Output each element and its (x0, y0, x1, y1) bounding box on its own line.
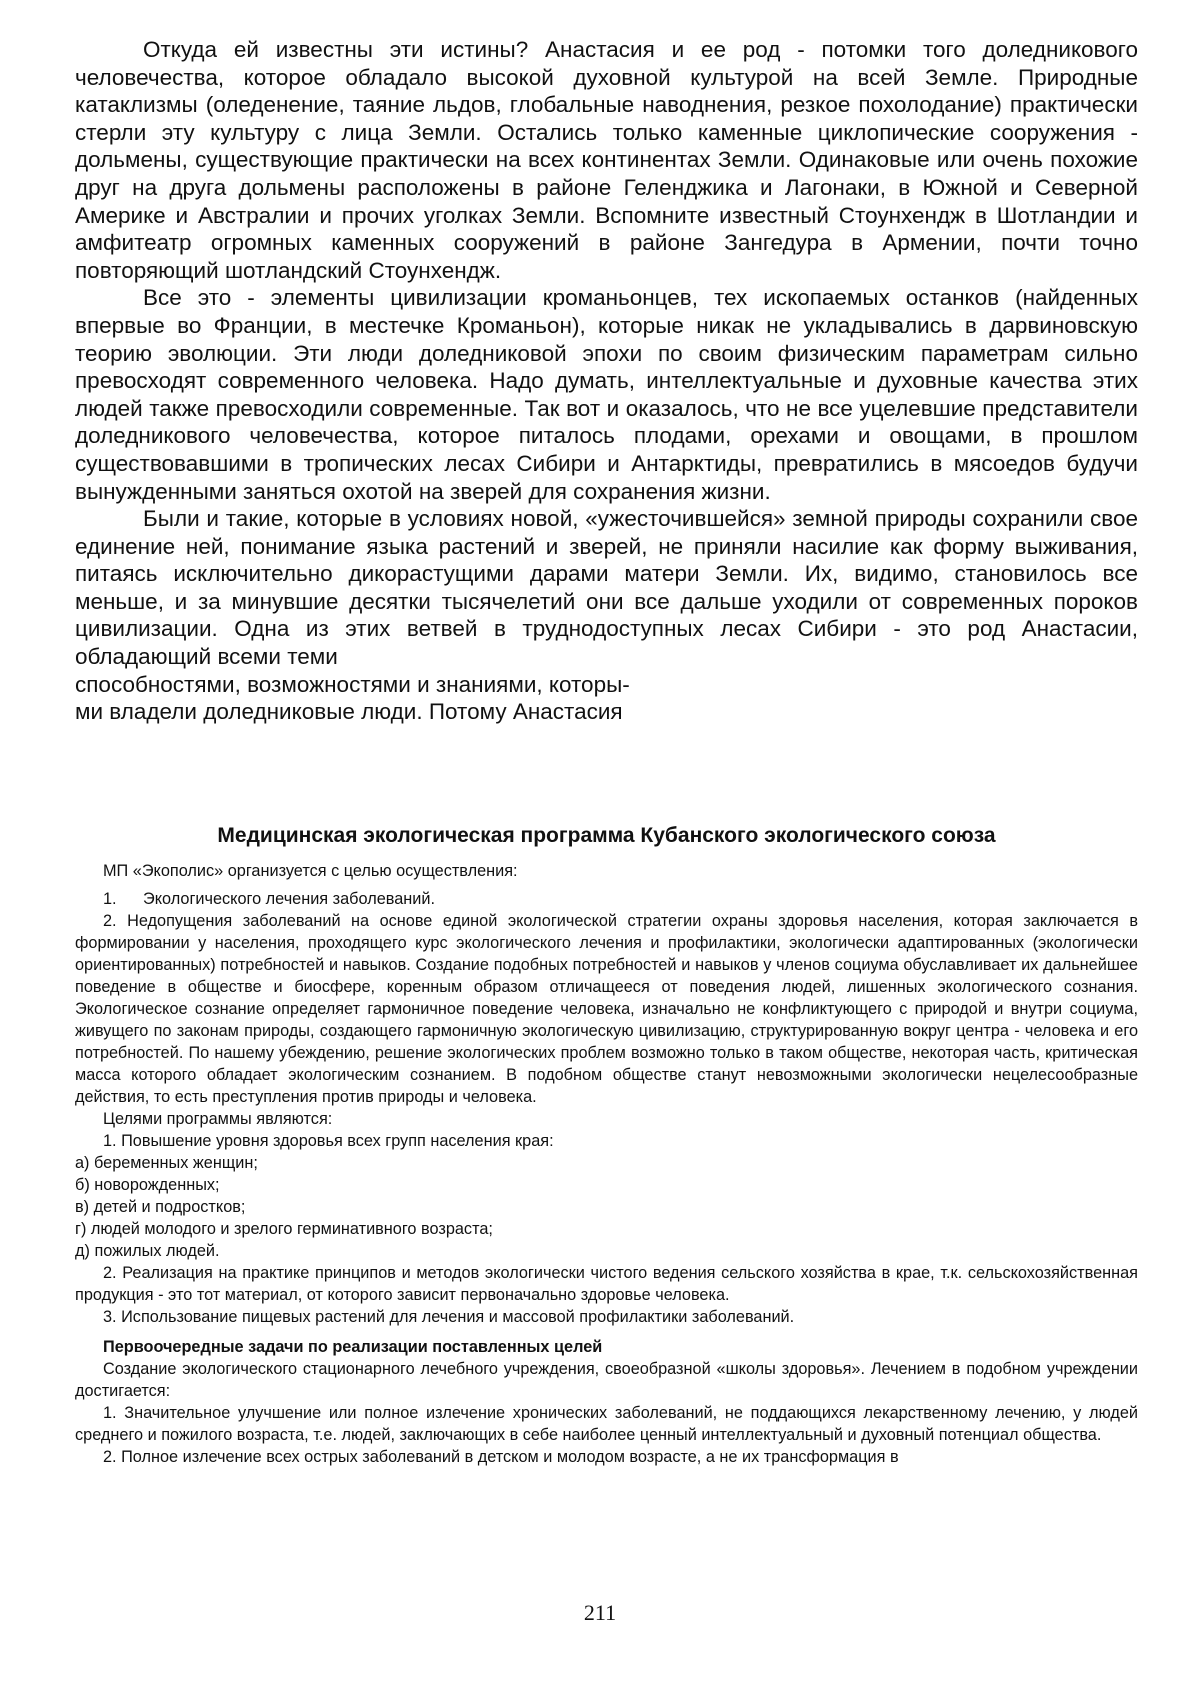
paragraph-1: Откуда ей известны эти истины? Анастасия и ее род - потомки того доледникового человечества, которое обладало высокой духовной культурой на всей Земле. Природные катаклизмы (оледенение, таяние льдов, глобальные наводнения, резкое похолодание) практически стерли эту культуру с лица Земли. Остались только каменные циклопические сооружения - дольмены, существующие практически на всех континентах Земли. Одинаковые или очень похожие друг на друга дольмены расположены в районе Геленджика и Лагонаки, в Южной и Северной Америке и Австралии и прочих уголках Земли. Вспомните известный Стоунхендж в Шотландии и амфитеатр огромных каменных сооружений в районе Зангедура в Армении, почти точно повторяющий шотландский Стоунхендж. (75, 37, 1138, 283)
paragraph-3-line-b: ми владели доледниковые люди. Потому Анастасия (75, 699, 623, 725)
program-intro: МП «Экополис» организуется с целью осуществления: (103, 862, 518, 880)
goals-intro: Целями программы являются: (103, 1110, 333, 1128)
goal-1-item-a: а) беременных женщин; (75, 1154, 258, 1172)
paragraph-3: Были и такие, которые в условиях новой, «ужесточившейся» земной природы сохранили свое единение ней, понимание языка растений и зверей, не приняли насилие как форму выживания, питаясь исключительно дикорастущими дарами матери Земли. Их, видимо, становилось все меньше, и за минувшие десятки тысячелетий они все дальше уходили от современных пороков цивилизации. Одна из этих ветвей в труднодоступных лесах Сибири - это род Анастасии, обладающий всеми теми (75, 506, 1138, 670)
purpose-item-1-number: 1. (103, 890, 117, 908)
goal-3: 3. Использование пищевых растений для лечения и массовой профилактики заболеваний. (103, 1308, 795, 1326)
task-1: 1. Значительное улучшение или полное излечение хронических заболеваний, не поддающихся лекарственному лечению, у людей среднего и пожилого возраста, т.е. людей, заключающих в себе наиболее ценный интеллектуальный и духовный потенциал общества. (75, 1404, 1138, 1444)
goal-2: 2. Реализация на практике принципов и методов экологически чистого ведения сельского хозяйства в крае, т.к. сельскохозяйственная продукция - это тот материал, от которого зависит первоначально здоровье человека. (75, 1264, 1138, 1304)
goal-1-item-c: в) детей и подростков; (75, 1198, 246, 1216)
task-2: 2. Полное излечение всех острых заболеваний в детском и молодом возрасте, а не их трансформация в (103, 1448, 899, 1466)
section-heading: Медицинская экологическая программа Кубанского экологического союза (217, 824, 996, 847)
paragraph-2: Все это - элементы цивилизации кроманьонцев, тех ископаемых останков (найденных впервые во Франции, в местечке Кроманьон), которые никак не укладывались в дарвиновскую теорию эволюции. Эти люди доледниковой эпохи по своим физическим параметрам сильно превосходят современного человека. Надо думать, интеллектуальные и духовные качества этих людей также превосходили современные. Так вот и оказалось, что не все уцелевшие представители доледникового человечества, которое питалось плодами, орехами и овощами, в прошлом существовавшими в тропических лесах Сибири и Антарктиды, превратились в мясоедов будучи вынужденными заняться охотой на зверей для сохранения жизни. (75, 285, 1138, 504)
goal-1-item-e: д) пожилых людей. (75, 1242, 220, 1260)
goal-1-item-d: г) людей молодого и зрелого герминативного возраста; (75, 1220, 493, 1238)
purpose-item-2: 2. Недопущения заболеваний на основе единой экологической стратегии охраны здоровья населения, которая заключается в формировании у населения, проходящего курс экологического лечения и профилактики, экологически адаптированных (экологически ориентированных) потребностей и навыков. Создание подобных потребностей и навыков у членов социума обуславливает их дальнейшее поведение в обществе и биосфере, коренным образом отличащееся от поведения людей, лишенных экологического сознания. Экологическое сознание определяет гармоничное поведение человека, изначально не конфликтующего с природой и внутри социума, живущего по законам природы, создающего гармоничную экологическую цивилизацию, структурированную вокруг центра - человека и его потребностей. По нашему убеждению, решение экологических проблем возможно только в таком обществе, некоторая часть, критическая масса которого обладает экологическим сознанием. В подобном обществе станут невозможными экологически нецелесообразные действия, то есть преступления против природы и человека. (75, 912, 1138, 1106)
purpose-item-1-text: Экологического лечения заболеваний. (143, 890, 435, 908)
goal-1-item-b: б) новорожденных; (75, 1176, 220, 1194)
page-number: 211 (583, 1600, 617, 1625)
body-text-upper (75, 36, 1138, 726)
purpose-item-1 (75, 888, 1138, 910)
tasks-heading: Первоочередные задачи по реализации поставленных целей (103, 1338, 603, 1356)
tasks-intro: Создание экологического стационарного лечебного учреждения, своеобразной «школы здоровья». Лечением в подобном учреждении достигается: (75, 1360, 1138, 1400)
goal-1: 1. Повышение уровня здоровья всех групп населения края: (103, 1132, 554, 1150)
body-text-lower (75, 860, 1138, 1468)
paragraph-3-line-a: способностями, возможностями и знаниями, которы- (75, 671, 630, 697)
